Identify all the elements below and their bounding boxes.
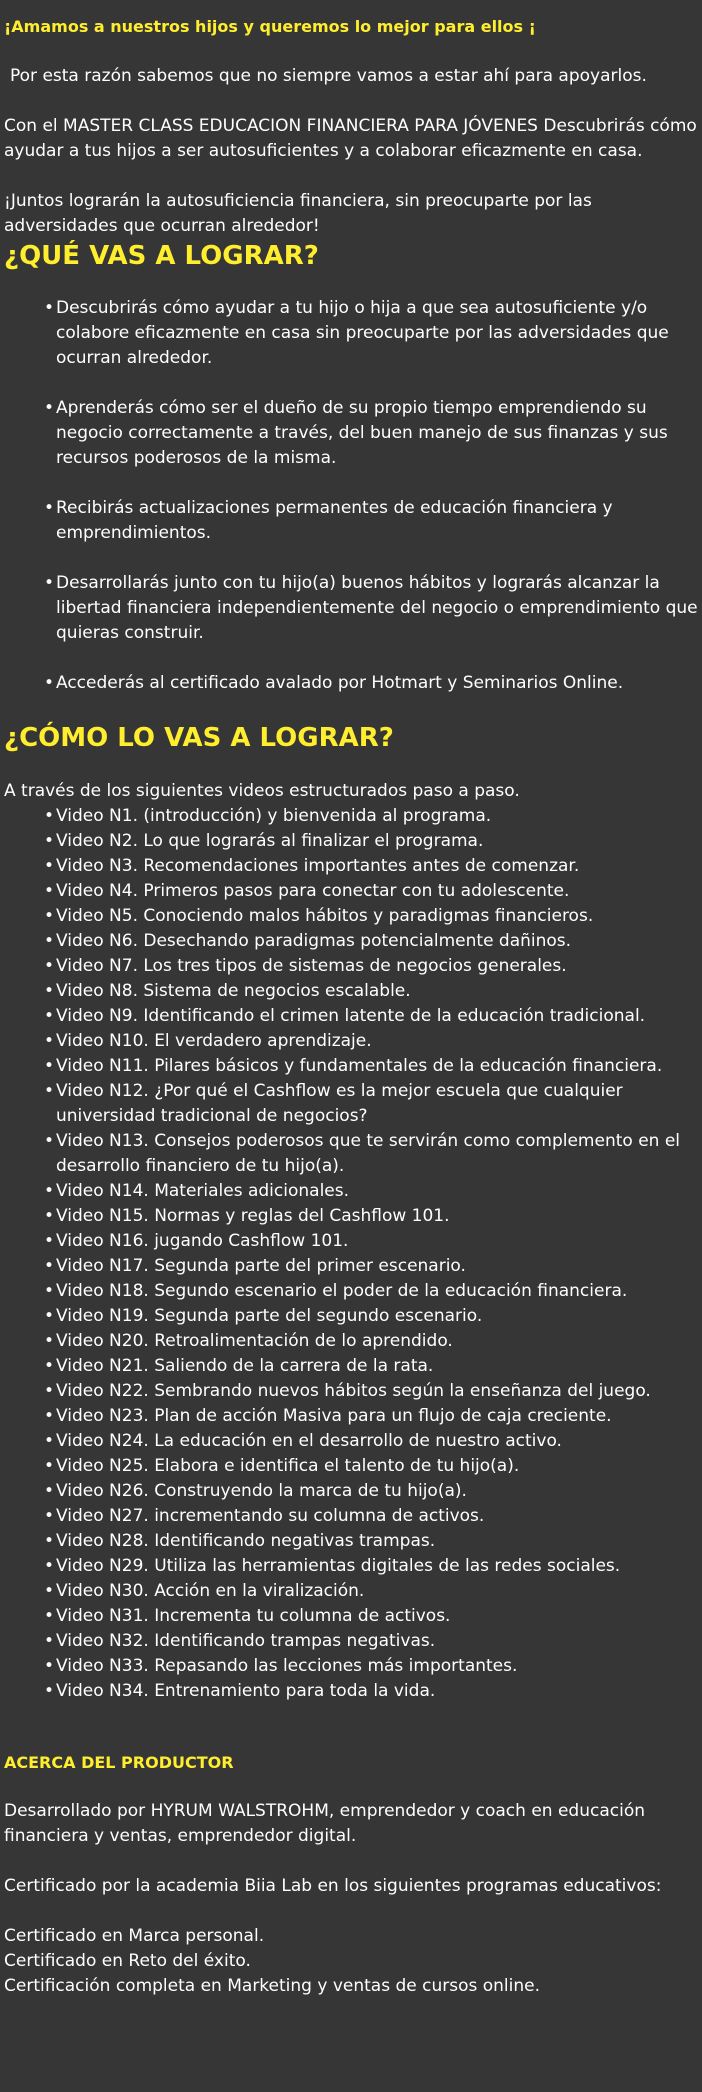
video-item: • Video N19. Segunda parte del segundo escenario. <box>44 1304 698 1329</box>
video-item: • Video N3. Recomendaciones importantes antes de comenzar. <box>44 854 698 879</box>
certification-item: Certificación completa en Marketing y ventas de cursos online. <box>4 1976 541 1996</box>
goal-item: • Desarrollarás junto con tu hijo(a) buenos hábitos y lograrás alcanzar la libertad financiera independientemente del negocio o emprendimiento que quieras construir. <box>44 571 698 646</box>
video-item: • Video N32. Identificando trampas negativas. <box>44 1629 698 1654</box>
video-item: • Video N2. Lo que lograrás al finalizar el programa. <box>44 829 698 854</box>
video-item: • Video N9. Identificando el crimen latente de la educación tradicional. <box>44 1004 698 1029</box>
section-title-logros: ¿QUÉ VAS A LOGRAR? <box>4 241 319 271</box>
video-item: • Video N29. Utiliza las herramientas digitales de las redes sociales. <box>44 1554 698 1579</box>
video-item: • Video N30. Acción en la viralización. <box>44 1579 698 1604</box>
video-item: • Video N20. Retroalimentación de lo aprendido. <box>44 1329 698 1354</box>
video-item: • Video N13. Consejos poderosos que te servirán como complemento en el desarrollo financiero de tu hijo(a). <box>44 1129 698 1179</box>
video-item: • Video N23. Plan de acción Masiva para un flujo de caja creciente. <box>44 1404 698 1429</box>
video-item: • Video N4. Primeros pasos para conectar con tu adolescente. <box>44 879 698 904</box>
video-item: • Video N33. Repasando las lecciones más importantes. <box>44 1654 698 1679</box>
intro-paragraph-3: ¡Juntos lograrán la autosuficiencia financiera, sin preocuparte por las adversidades que ocurran alrededor! <box>4 191 592 236</box>
intro-paragraph-1: Por esta razón sabemos que no siempre vamos a estar ahí para apoyarlos. <box>10 66 647 86</box>
video-item: • Video N28. Identificando negativas trampas. <box>44 1529 698 1554</box>
about-producer-paragraph: Desarrollado por HYRUM WALSTROHM, emprendedor y coach en educación financiera y ventas, emprendedor digital. <box>4 1801 645 1846</box>
video-item: • Video N17. Segunda parte del primer escenario. <box>44 1254 698 1279</box>
video-item: • Video N14. Materiales adicionales. <box>44 1179 698 1204</box>
certification-item: Certificado en Marca personal. <box>4 1926 265 1946</box>
video-item: • Video N18. Segundo escenario el poder de la educación financiera. <box>44 1279 698 1304</box>
video-item: • Video N31. Incrementa tu columna de activos. <box>44 1604 698 1629</box>
video-item: • Video N12. ¿Por qué el Cashflow es la mejor escuela que cualquier universidad tradicional de negocios? <box>44 1079 698 1129</box>
video-item: • Video N15. Normas y reglas del Cashflow 101. <box>44 1204 698 1229</box>
certifications-list <box>4 1924 698 1999</box>
video-item: • Video N11. Pilares básicos y fundamentales de la educación financiera. <box>44 1054 698 1079</box>
goals-list <box>4 296 698 696</box>
video-item: • Video N26. Construyendo la marca de tu hijo(a). <box>44 1479 698 1504</box>
video-item: • Video N34. Entrenamiento para toda la vida. <box>44 1679 698 1704</box>
goal-item: • Accederás al certificado avalado por Hotmart y Seminarios Online. <box>44 671 698 696</box>
goal-item: • Descubrirás cómo ayudar a tu hijo o hija a que sea autosuficiente y/o colabore eficazmente en casa sin preocuparte por las adversidades que ocurran alrededor. <box>44 296 698 371</box>
video-item: • Video N25. Elabora e identifica el talento de tu hijo(a). <box>44 1454 698 1479</box>
intro-paragraph-2: Con el MASTER CLASS EDUCACION FINANCIERA PARA JÓVENES Descubrirás cómo ayudar a tus hijos a ser autosuficientes y a colaborar eficazmente en casa. <box>4 116 697 161</box>
goal-item: • Aprenderás cómo ser el dueño de su propio tiempo emprendiendo su negocio correctamente a través, del buen manejo de sus finanzas y sus recursos poderosos de la misma. <box>44 396 698 471</box>
certification-item: Certificado en Reto del éxito. <box>4 1951 251 1971</box>
video-item: • Video N24. La educación en el desarrollo de nuestro activo. <box>44 1429 698 1454</box>
video-item: • Video N7. Los tres tipos de sistemas de negocios generales. <box>44 954 698 979</box>
video-item: • Video N22. Sembrando nuevos hábitos según la enseñanza del juego. <box>44 1379 698 1404</box>
video-item: • Video N21. Saliendo de la carrera de la rata. <box>44 1354 698 1379</box>
video-item: • Video N5. Conociendo malos hábitos y paradigmas financieros. <box>44 904 698 929</box>
about-producer-title: ACERCA DEL PRODUCTOR <box>4 1753 234 1772</box>
videos-intro: A través de los siguientes videos estructurados paso a paso. <box>4 781 520 801</box>
video-item: • Video N1. (introducción) y bienvenida al programa. <box>44 804 698 829</box>
intro-heading: ¡Amamos a nuestros hijos y queremos lo mejor para ellos ¡ <box>4 17 536 36</box>
section-title-como: ¿CÓMO LO VAS A LOGRAR? <box>4 723 394 753</box>
certification-intro: Certificado por la academia Biia Lab en los siguientes programas educativos: <box>4 1876 662 1896</box>
video-item: • Video N6. Desechando paradigmas potencialmente dañinos. <box>44 929 698 954</box>
video-item: • Video N16. jugando Cashflow 101. <box>44 1229 698 1254</box>
video-item: • Video N27. incrementando su columna de activos. <box>44 1504 698 1529</box>
goal-item: • Recibirás actualizaciones permanentes de educación financiera y emprendimientos. <box>44 496 698 546</box>
videos-list <box>4 804 698 1704</box>
video-item: • Video N10. El verdadero aprendizaje. <box>44 1029 698 1054</box>
video-item: • Video N8. Sistema de negocios escalable. <box>44 979 698 1004</box>
